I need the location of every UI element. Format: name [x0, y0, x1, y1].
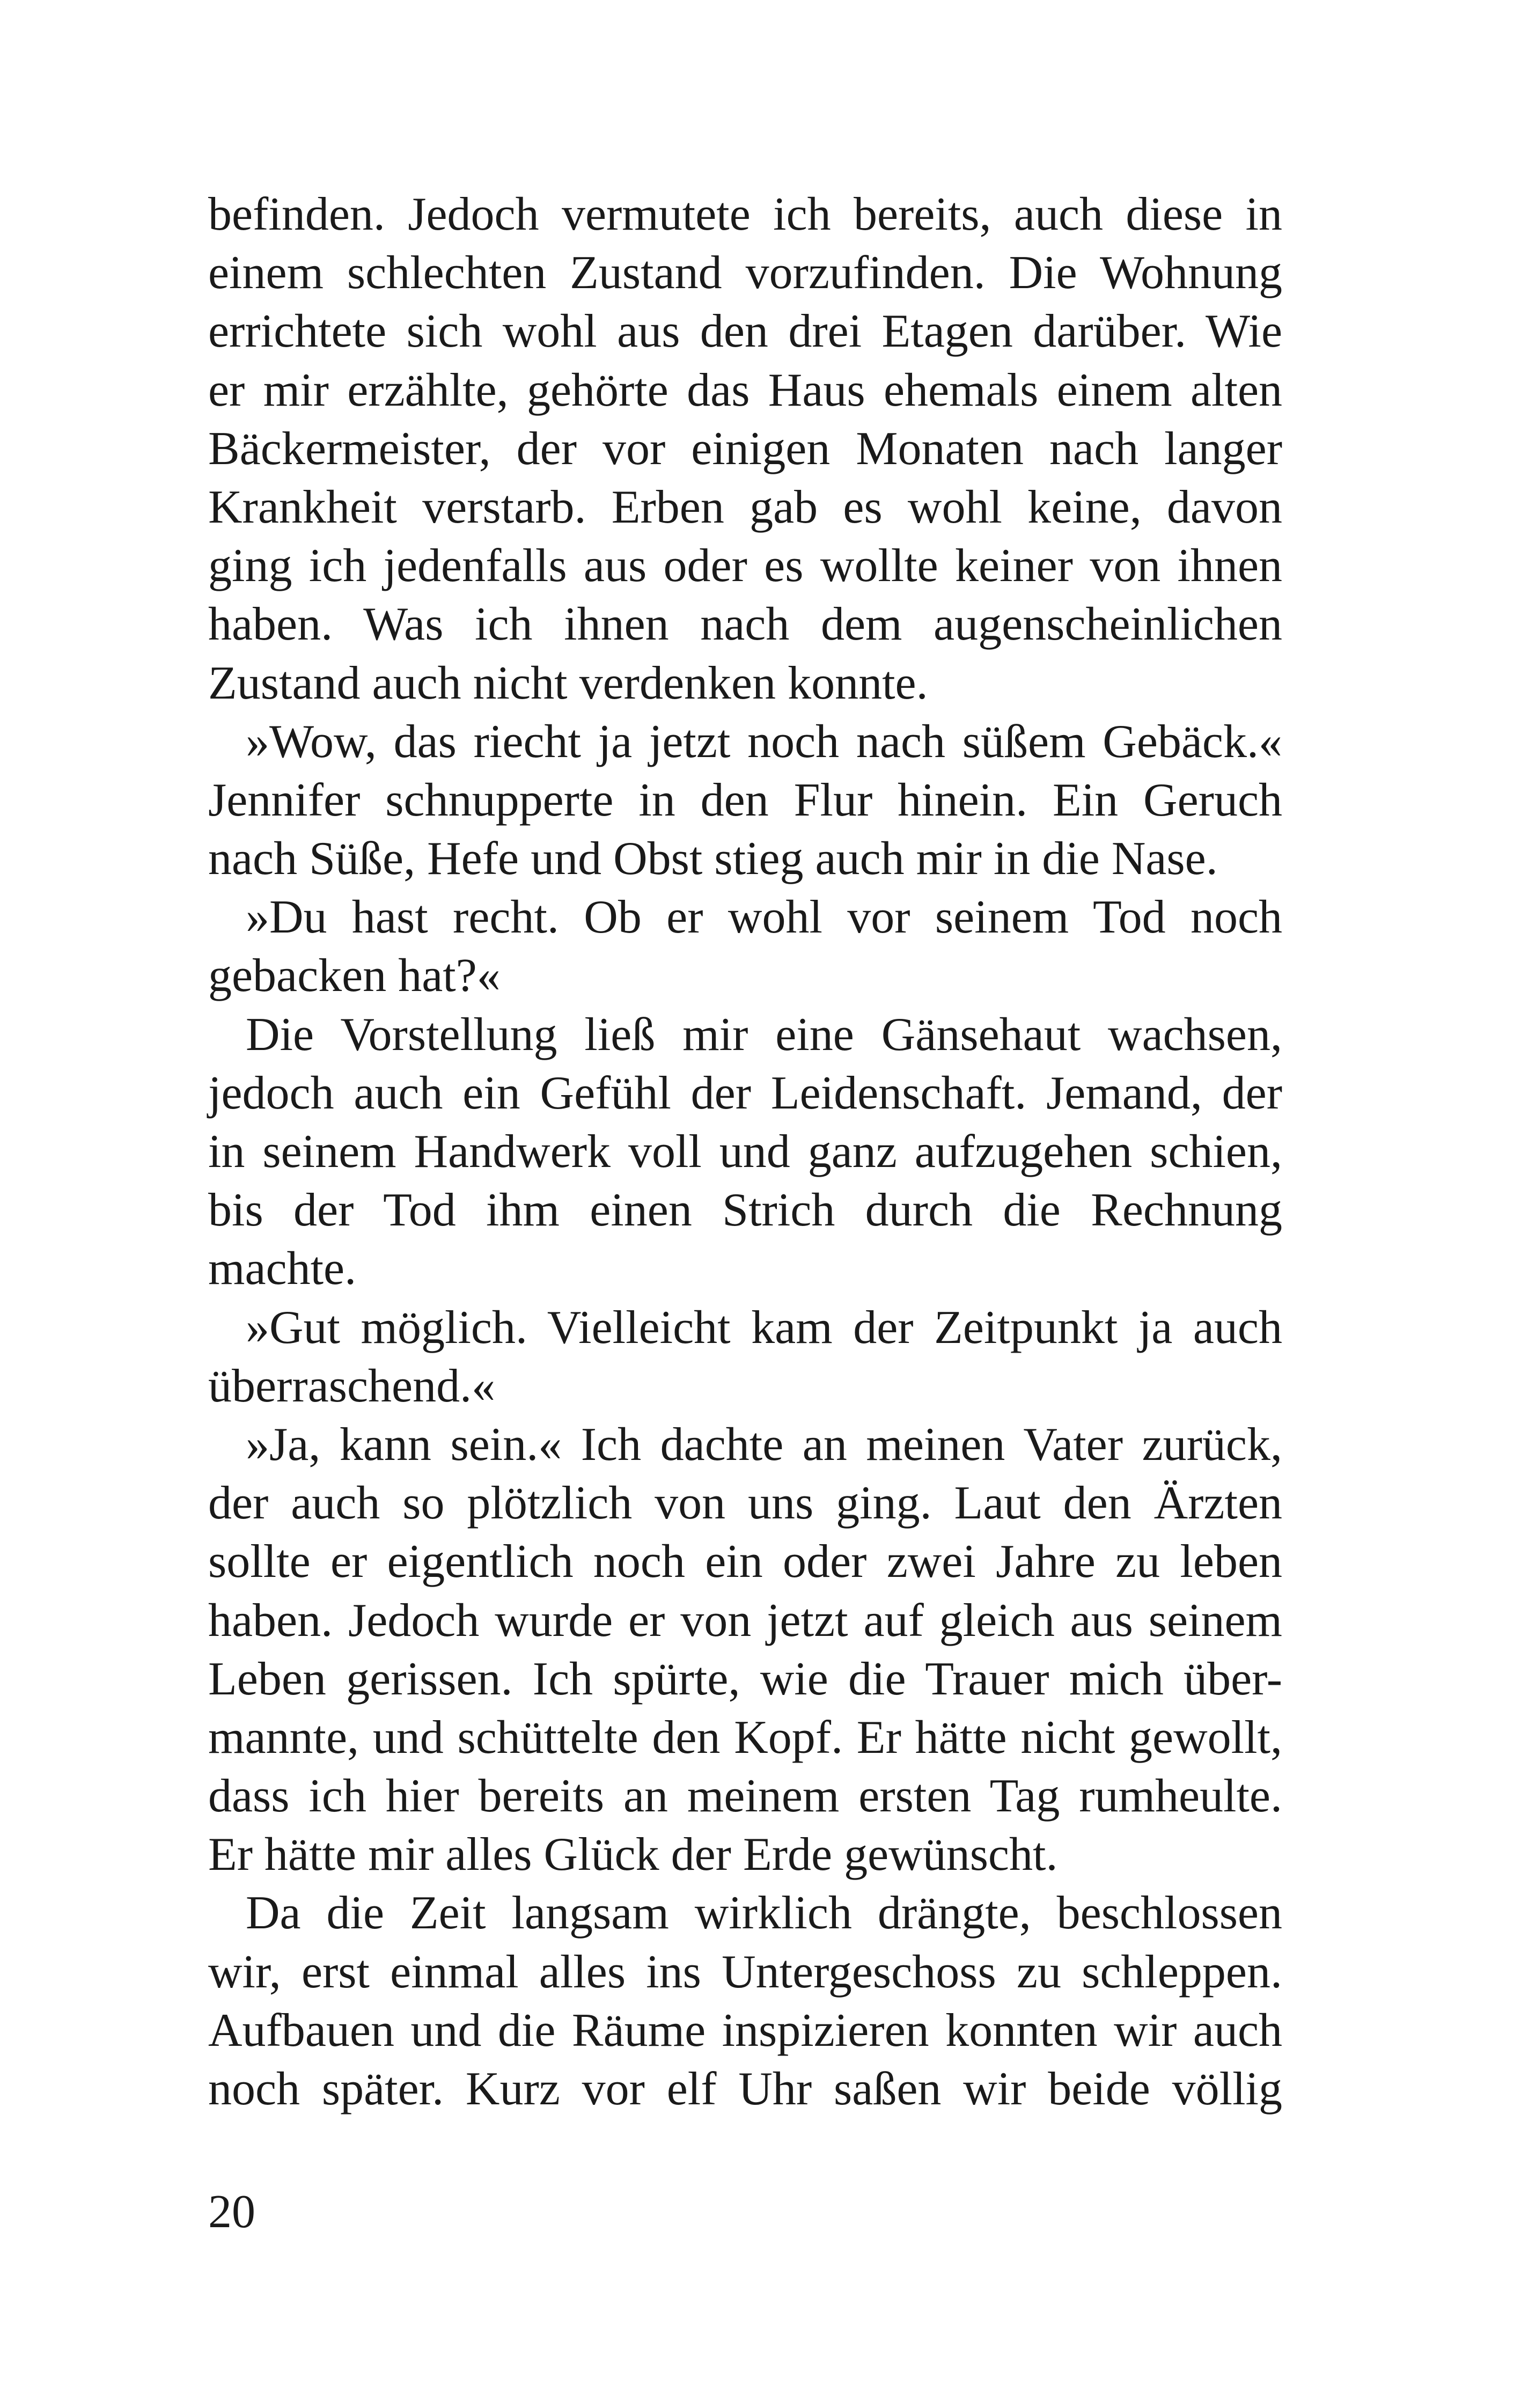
text-line: gebacken hat?«: [208, 950, 501, 1002]
text-line: »Wow, das riecht ja jetzt noch nach süßem Gebäck.«: [246, 715, 1282, 768]
text-line: »Gut möglich. Vielleicht kam der Zeitpunkt ja auch: [246, 1301, 1282, 1354]
text-line: Bäckermeister, der vor einigen Monaten nach langer: [208, 422, 1282, 475]
text-line: wir, erst einmal alles ins Untergeschoss zu schleppen.: [208, 1946, 1282, 1998]
text-line: haben. Jedoch wurde er von jetzt auf gleich aus seinem: [208, 1594, 1282, 1647]
text-line: Er hätte mir alles Glück der Erde gewünscht.: [208, 1829, 1058, 1881]
text-line: Da die Zeit langsam wirklich drängte, beschlossen: [246, 1887, 1282, 1940]
text-line: »Ja, kann sein.« Ich dachte an meinen Vater zurück,: [246, 1418, 1282, 1471]
text-line: ging ich jedenfalls aus oder es wollte keiner von ihnen: [208, 540, 1282, 592]
text-line: sollte er eigentlich noch ein oder zwei Jahre zu leben: [208, 1536, 1282, 1588]
text-line: mannte, und schüttelte den Kopf. Er hätte nicht gewollt,: [208, 1711, 1282, 1764]
text-line: der auch so plötzlich von uns ging. Laut den Ärzten: [208, 1477, 1282, 1530]
text-line: »Du hast recht. Ob er wohl vor seinem Tod noch: [246, 891, 1282, 944]
text-line: Zustand auch nicht verdenken konnte.: [208, 657, 928, 709]
text-line: er mir erzählte, gehörte das Haus ehemals einem alten: [208, 364, 1282, 416]
text-line: haben. Was ich ihnen nach dem augenscheinlichen: [208, 598, 1282, 651]
text-line: Jennifer schnupperte in den Flur hinein. Ein Geruch: [208, 774, 1282, 826]
text-line: überraschend.«: [208, 1360, 496, 1412]
body-text: [208, 185, 1282, 2118]
text-line: noch später. Kurz vor elf Uhr saßen wir beide völlig: [208, 2063, 1282, 2115]
text-line: dass ich hier bereits an meinem ersten Tag rumheulte.: [208, 1770, 1282, 1823]
text-line: Aufbauen und die Räume inspizieren konnten wir auch: [208, 2004, 1282, 2057]
text-line: nach Süße, Hefe und Obst stieg auch mir in die Nase.: [208, 833, 1218, 885]
text-line: Leben gerissen. Ich spürte, wie die Trauer mich über-: [208, 1653, 1282, 1705]
text-line: jedoch auch ein Gefühl der Leidenschaft. Jemand, der: [208, 1067, 1282, 1119]
text-line: einem schlechten Zustand vorzufinden. Die Wohnung: [208, 247, 1282, 299]
text-line: befinden. Jedoch vermutete ich bereits, auch diese in: [208, 188, 1282, 240]
page-number: 20: [208, 2186, 255, 2238]
text-line: Krankheit verstarb. Erben gab es wohl keine, davon: [208, 481, 1282, 533]
text-line: bis der Tod ihm einen Strich durch die Rechnung: [208, 1184, 1282, 1237]
text-line: errichtete sich wohl aus den drei Etagen darüber. Wie: [208, 305, 1282, 358]
text-line: machte.: [208, 1243, 357, 1295]
text-line: Die Vorstellung ließ mir eine Gänsehaut wachsen,: [246, 1008, 1282, 1061]
text-line: in seinem Handwerk voll und ganz aufzugehen schien,: [208, 1126, 1282, 1178]
